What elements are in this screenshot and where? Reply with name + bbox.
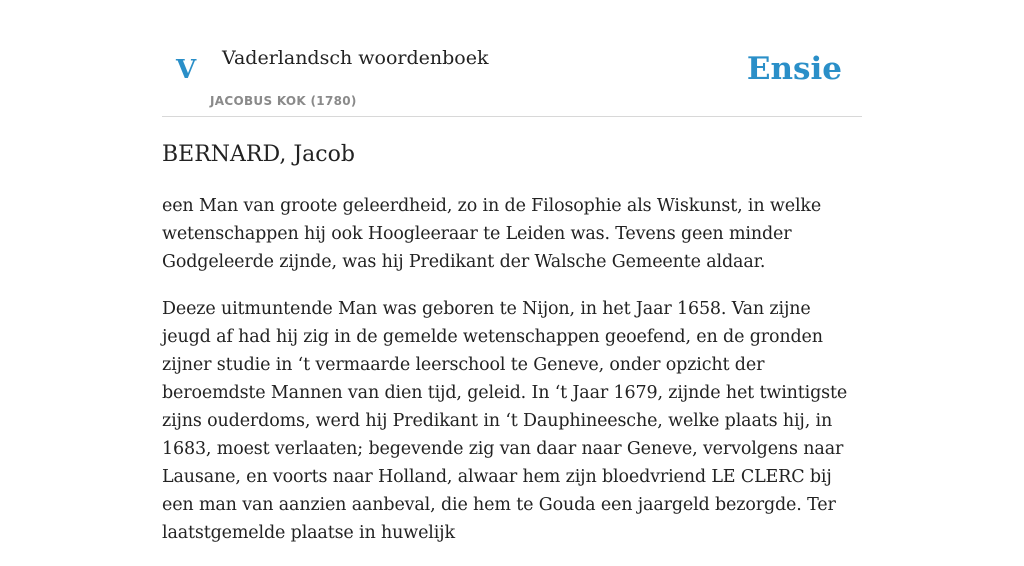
entry-title: BERNARD, Jacob [162, 142, 355, 167]
brand-logo[interactable]: Ensie [746, 51, 842, 87]
site-header [162, 0, 862, 117]
book-letter-link[interactable]: V [176, 55, 197, 85]
entry-paragraph: een Man van groote geleerdheid, zo in de Filosophie als Wiskunst, in welke wetenschappen hij ook Hoogleeraar te Leiden was. Tevens geen minder Godgeleerde zijnde, was hij Predikant der Walsche Gemeente aldaar. [162, 196, 822, 272]
book-author: JACOBUS KOK (1780) [210, 94, 357, 108]
book-title[interactable]: Vaderlandsch woordenboek [222, 47, 489, 69]
entry-body [162, 192, 862, 566]
entry-paragraph: Deeze uitmuntende Man was geboren te Nijon, in het Jaar 1658. Van zijne jeugd af had hij zig in de gemelde wetenschappen geoefend, en de gronden zijner studie in ‘t vermaarde leerschool te Geneve, onder opzicht der beroemdste Mannen van dien tijd, geleid. In ‘t Jaar 1679, zijnde het twintigste zijns ouderdoms, werd hij Predikant in ‘t Dauphineesche, welke plaats hij, in 1683, moest verlaaten; begevende zig van daar naar Geneve, vervolgens naar Lausane, en voorts naar Holland, alwaar hem zijn bloedvriend LE CLERC bij een man van aanzien aanbeval, die hem te Gouda een jaargeld bezorgde. Ter laatstgemelde plaatse in huwelijk [162, 299, 848, 543]
